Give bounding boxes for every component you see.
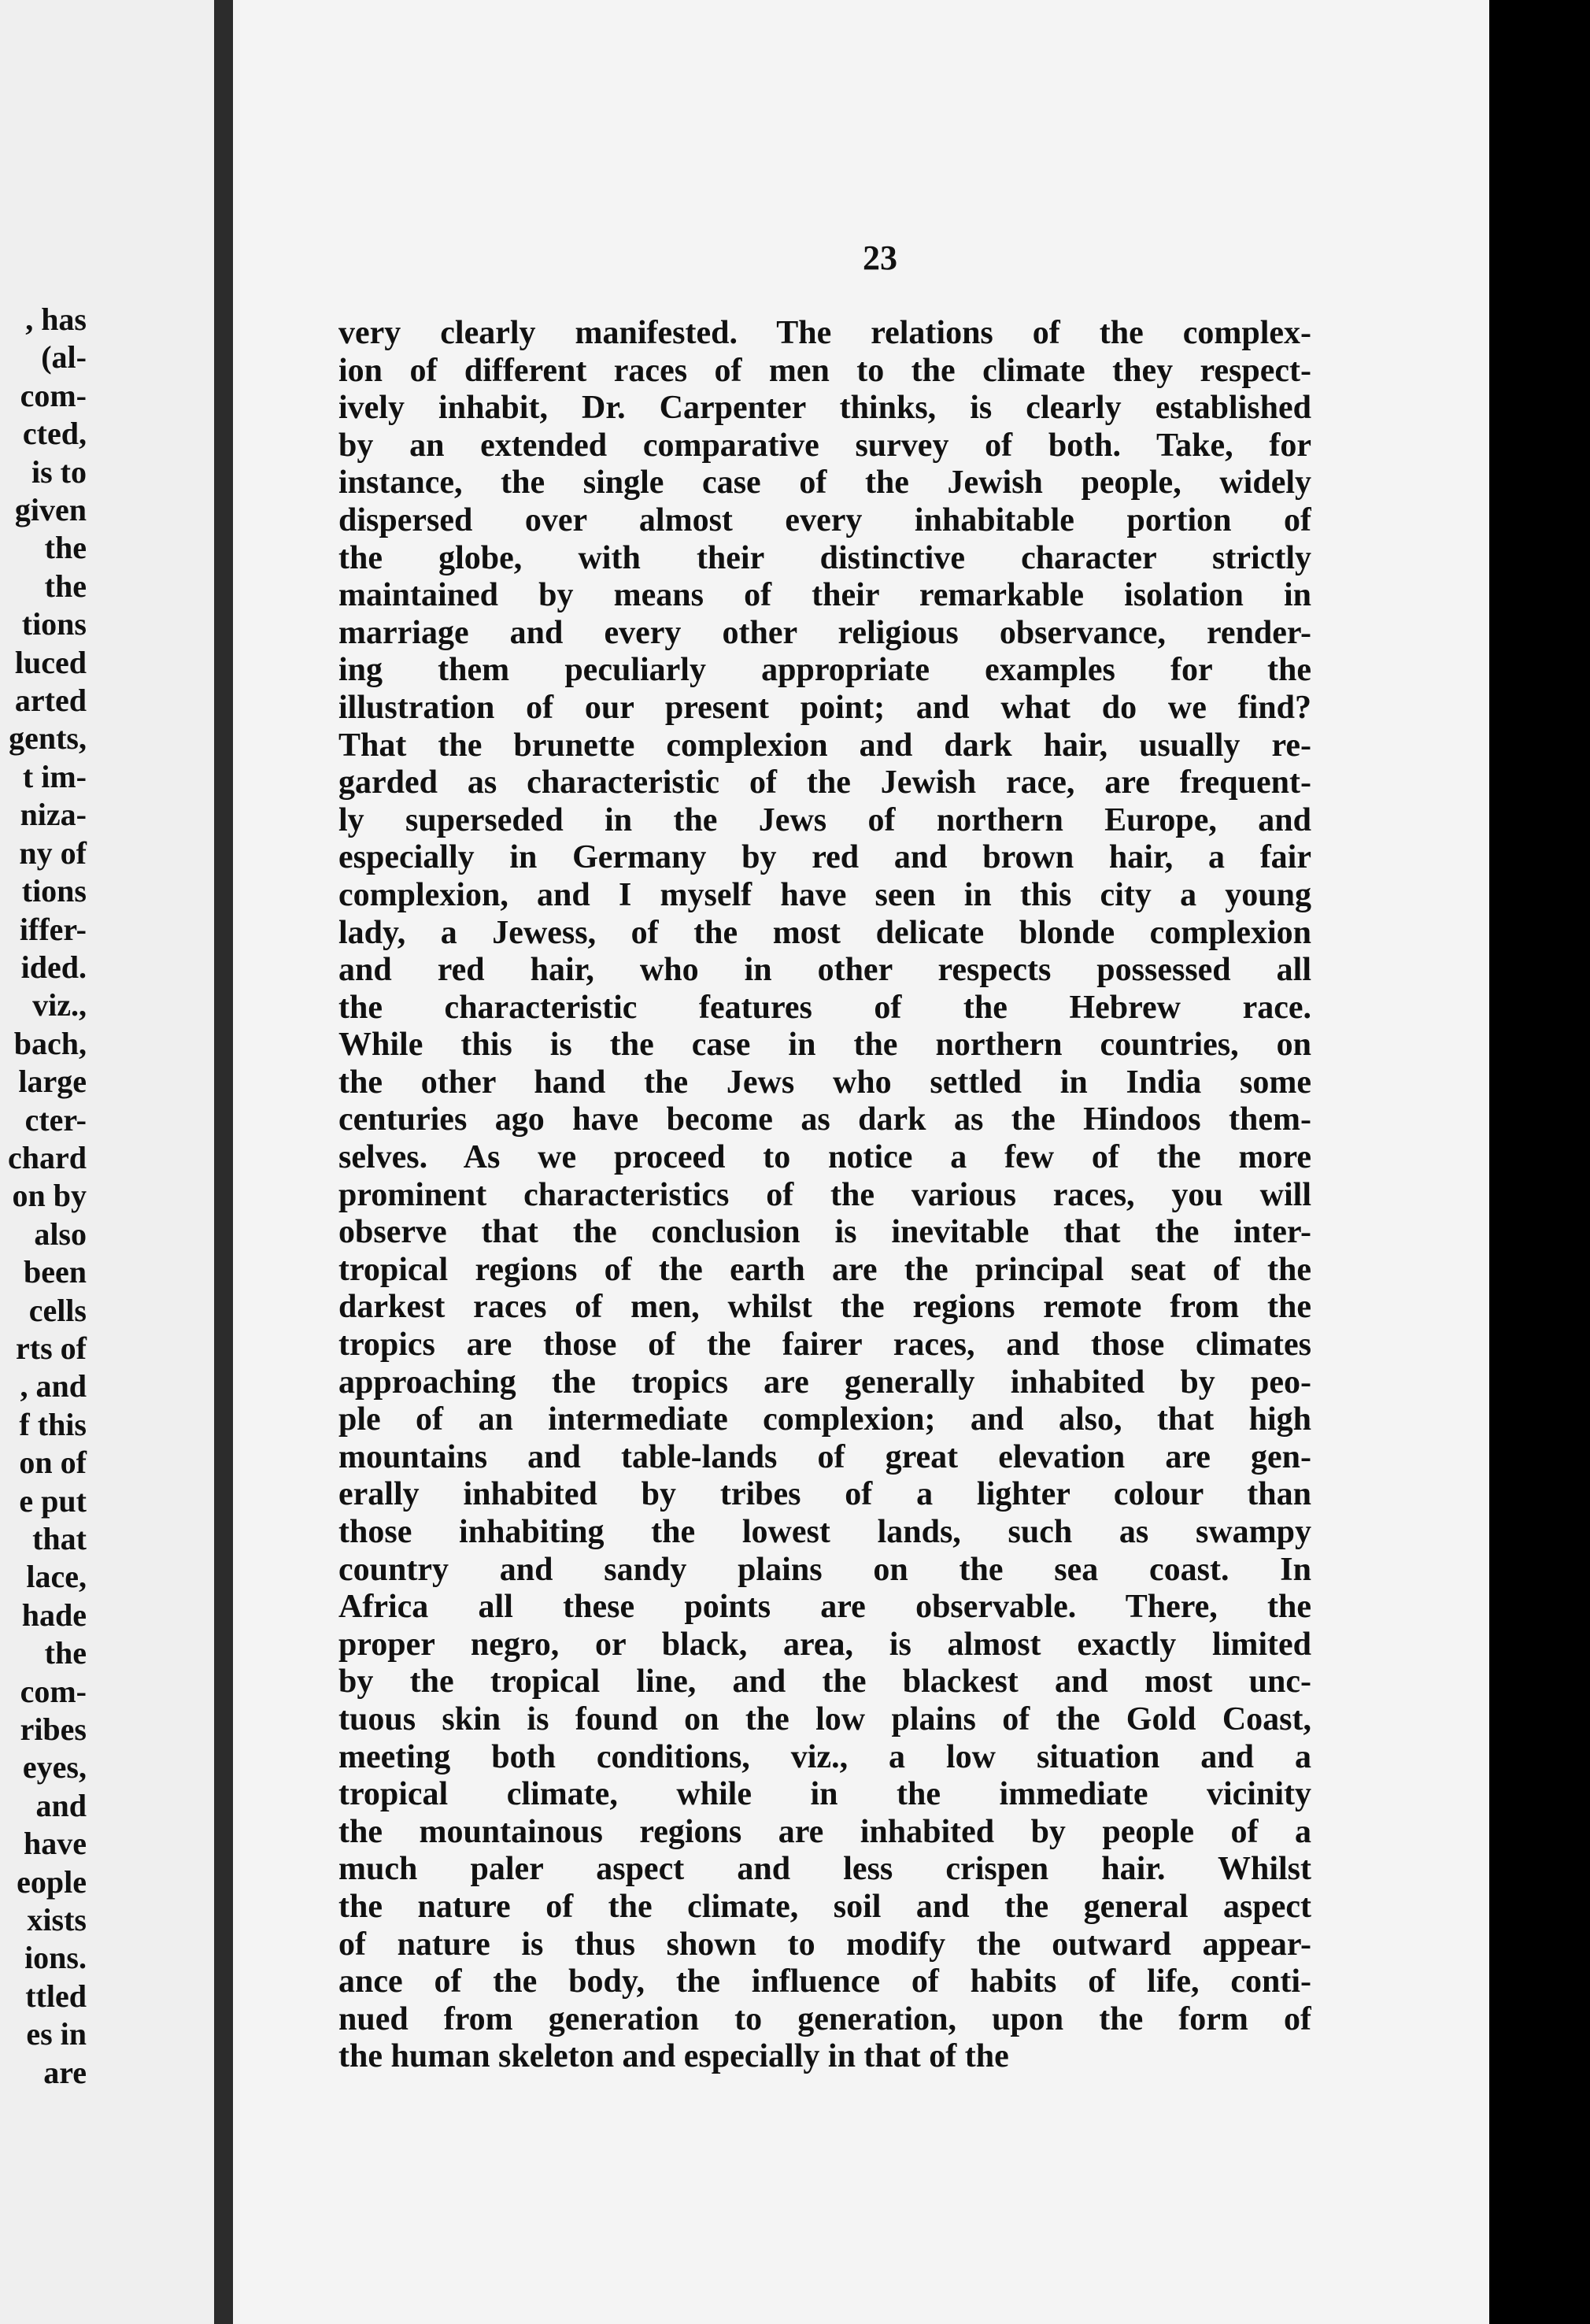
left-page-line: ttled <box>25 1978 87 2014</box>
text-line: the nature of the climate, soil and the general aspect <box>338 1888 1311 1925</box>
left-page-line: , has <box>25 302 87 337</box>
text-line: proper negro, or black, area, is almost exactly limited <box>338 1626 1311 1663</box>
left-page-line: gents, <box>9 720 87 757</box>
text-line: instance, the single case of the Jewish people, widely <box>338 464 1311 501</box>
text-line: of nature is thus shown to modify the outward appear- <box>338 1926 1311 1963</box>
left-page-line: tions <box>21 873 87 909</box>
scan-border <box>1489 0 1590 2324</box>
text-line: ively inhabit, Dr. Carpenter thinks, is clearly established <box>338 390 1311 427</box>
text-line: meeting both conditions, viz., a low situation and a <box>338 1738 1311 1775</box>
text-line: complexion, and I myself have seen in this city a young <box>338 876 1311 913</box>
text-line: by the tropical line, and the blackest and most unc- <box>338 1663 1311 1700</box>
left-page-line: and <box>35 1787 87 1823</box>
body-text <box>338 315 1311 2076</box>
text-line: ion of different races of men to the climate they respect- <box>338 352 1311 389</box>
text-line: and red hair, who in other respects possessed all <box>338 952 1311 989</box>
left-page-line: eople <box>17 1863 87 1900</box>
left-page-line: the <box>44 1635 87 1671</box>
text-line: darkest races of men, whilst the regions remote from the <box>338 1289 1311 1326</box>
text-line: by an extended comparative survey of both. Take, for <box>338 427 1311 464</box>
text-line: especially in Germany by red and brown hair, a fair <box>338 839 1311 876</box>
text-line: ly superseded in the Jews of northern Europe, and <box>338 801 1311 838</box>
text-line: erally inhabited by tribes of a lighter colour than <box>338 1476 1311 1513</box>
text-line: maintained by means of their remarkable isolation in <box>338 577 1311 614</box>
left-page-line: the <box>44 530 87 566</box>
left-page-text-column <box>0 301 87 2092</box>
left-page-line: com- <box>20 377 87 413</box>
left-page-line: luced <box>14 644 87 680</box>
text-line: While this is the case in the northern countries, on <box>338 1027 1311 1064</box>
left-page-line: ribes <box>20 1712 87 1748</box>
text-line: approaching the tropics are generally inhabited by peo- <box>338 1364 1311 1401</box>
text-line: prominent characteristics of the various races, you will <box>338 1176 1311 1213</box>
text-line: much paler aspect and less crispen hair. Whilst <box>338 1851 1311 1888</box>
text-line: garded as characteristic of the Jewish race, are frequent- <box>338 764 1311 801</box>
left-page-line: t im- <box>22 758 87 794</box>
left-page-line: been <box>24 1254 87 1290</box>
left-page-line: iffer- <box>19 911 87 947</box>
left-page-line: arted <box>14 683 87 719</box>
text-line: very clearly manifested. The relations of the complex- <box>338 315 1311 351</box>
left-page-line: hade <box>21 1597 87 1633</box>
left-page-line: on by <box>12 1178 87 1214</box>
left-page-line: ny of <box>19 834 87 871</box>
left-page-line: f this <box>19 1406 87 1442</box>
text-line: marriage and every other religious observance, render- <box>338 614 1311 651</box>
text-line: mountains and table-lands of great elevation are gen- <box>338 1438 1311 1475</box>
left-page-line: the <box>44 568 87 604</box>
left-page-line: given <box>14 492 87 528</box>
text-line: ple of an intermediate complexion; and also, that high <box>338 1401 1311 1438</box>
left-page-line: es in <box>26 2016 87 2052</box>
text-line: illustration of our present point; and what do we find? <box>338 689 1311 726</box>
text-line: ing them peculiarly appropriate examples for the <box>338 652 1311 689</box>
left-page-line: cter- <box>24 1101 87 1138</box>
text-line: ance of the body, the influence of habits of life, conti- <box>338 1963 1311 2000</box>
left-page-line: niza- <box>20 797 87 833</box>
text-line: those inhabiting the lowest lands, such as swampy <box>338 1514 1311 1550</box>
text-line: nued from generation to generation, upon the form of <box>338 2000 1311 2037</box>
text-line: the other hand the Jews who settled in India some <box>338 1064 1311 1101</box>
left-page-line: also <box>34 1216 87 1252</box>
left-page-line: on of <box>19 1445 87 1481</box>
left-page-line: eyes, <box>22 1749 87 1786</box>
text-line: That the brunette complexion and dark hair, usually re- <box>338 727 1311 764</box>
text-line: lady, a Jewess, of the most delicate blonde complexion <box>338 914 1311 951</box>
text-line: the mountainous regions are inhabited by people of a <box>338 1813 1311 1850</box>
left-page-line: ions. <box>24 1940 87 1976</box>
text-line: country and sandy plains on the sea coast. In <box>338 1551 1311 1588</box>
text-line: tuous skin is found on the low plains of the Gold Coast, <box>338 1700 1311 1737</box>
left-page-line: viz., <box>32 987 87 1023</box>
left-page-line: , and <box>20 1368 87 1404</box>
left-page-line: have <box>24 1826 87 1862</box>
left-page-line: cted, <box>22 416 87 452</box>
text-line: selves. As we proceed to notice a few of the more <box>338 1139 1311 1176</box>
left-page-line: xists <box>27 1902 87 1938</box>
text-line: tropical regions of the earth are the principal seat of the <box>338 1251 1311 1288</box>
left-page-line: that <box>32 1521 87 1556</box>
text-line: Africa all these points are observable. There, the <box>338 1589 1311 1626</box>
left-page-line: large <box>18 1064 87 1100</box>
left-page-line: chard <box>8 1139 87 1175</box>
text-line: centuries ago have become as dark as the Hindoos them- <box>338 1101 1311 1138</box>
left-page-line: e put <box>19 1482 87 1519</box>
text-line: tropical climate, while in the immediate vicinity <box>338 1776 1311 1813</box>
text-line: the globe, with their distinctive character strictly <box>338 539 1311 576</box>
left-page-line: bach, <box>13 1025 87 1061</box>
text-line: the human skeleton and especially in that of the <box>338 2038 1009 2075</box>
left-page-fragment <box>0 0 214 2324</box>
left-page-line: rts of <box>16 1330 87 1366</box>
left-page-line: are <box>43 2054 87 2090</box>
left-page-line: tions <box>21 606 87 642</box>
left-page-line: cells <box>28 1292 87 1328</box>
left-page-line: lace, <box>26 1559 87 1595</box>
text-line: tropics are those of the fairer races, and those climates <box>338 1327 1311 1364</box>
text-line: observe that the conclusion is inevitable that the inter- <box>338 1214 1311 1251</box>
book-spine <box>214 0 233 2324</box>
left-page-line: is to <box>31 453 87 490</box>
left-page-line: ided. <box>20 949 87 985</box>
text-line: dispersed over almost every inhabitable portion of <box>338 501 1311 538</box>
page-number: 23 <box>863 239 897 277</box>
left-page-line: (al- <box>41 339 87 376</box>
left-page-line: com- <box>20 1673 87 1709</box>
text-line: the characteristic features of the Hebrew race. <box>338 989 1311 1026</box>
